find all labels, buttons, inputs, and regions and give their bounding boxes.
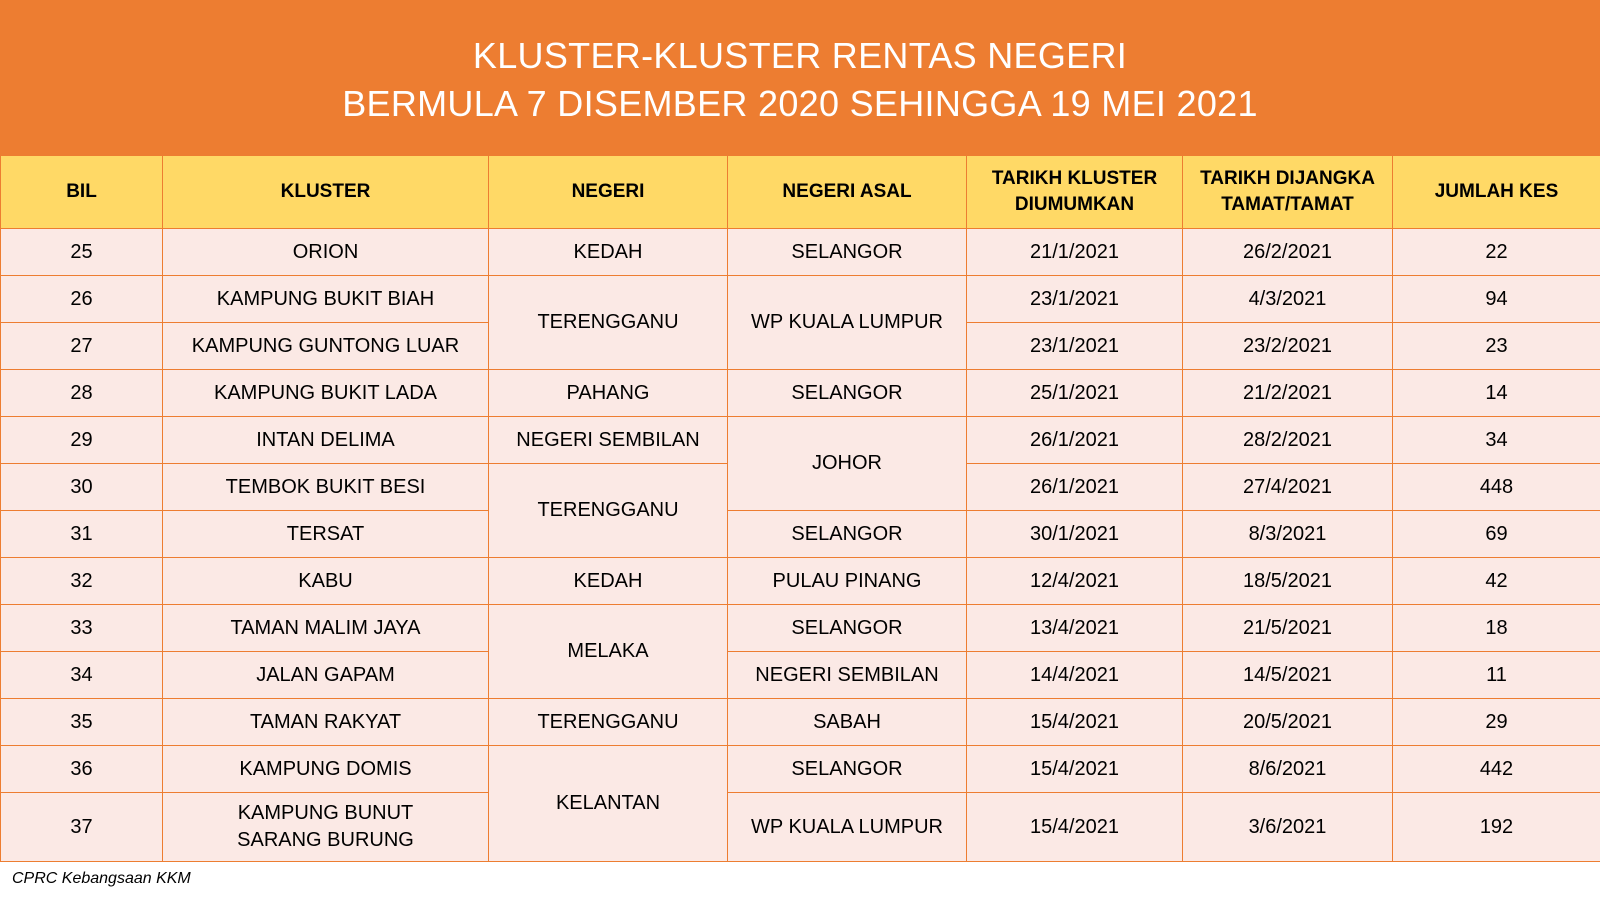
cell-bil: 26 (1, 276, 163, 323)
cell-bil: 31 (1, 511, 163, 558)
cell-kluster: KAMPUNG BUKIT BIAH (163, 276, 489, 323)
cell-jumlah-kes: 18 (1393, 605, 1600, 652)
col-header-negeri: NEGERI (489, 156, 728, 229)
col-header-kluster: KLUSTER (163, 156, 489, 229)
table-row (1, 605, 1600, 652)
cell-kluster: INTAN DELIMA (163, 417, 489, 464)
table-row (1, 652, 1600, 699)
table-header-row (1, 156, 1600, 229)
table-row (1, 746, 1600, 793)
cell-jumlah-kes: 29 (1393, 699, 1600, 746)
table-row (1, 229, 1600, 276)
cell-kluster-line-2: SARANG BURUNG (237, 829, 414, 851)
cell-jumlah-kes: 448 (1393, 464, 1600, 511)
cell-bil: 27 (1, 323, 163, 370)
cell-bil: 35 (1, 699, 163, 746)
cell-jumlah-kes: 14 (1393, 370, 1600, 417)
cell-bil: 28 (1, 370, 163, 417)
cell-negeri-asal: WP KUALA LUMPUR (728, 793, 967, 862)
cell-tarikh-diumumkan: 21/1/2021 (967, 229, 1183, 276)
cell-negeri-asal: SELANGOR (728, 370, 967, 417)
cell-jumlah-kes: 34 (1393, 417, 1600, 464)
table-row (1, 699, 1600, 746)
table-row (1, 417, 1600, 464)
cell-tarikh-diumumkan: 23/1/2021 (967, 276, 1183, 323)
cell-bil: 25 (1, 229, 163, 276)
cell-bil: 32 (1, 558, 163, 605)
cell-tarikh-diumumkan: 23/1/2021 (967, 323, 1183, 370)
cell-kluster: TAMAN MALIM JAYA (163, 605, 489, 652)
cell-negeri-asal: PULAU PINANG (728, 558, 967, 605)
cell-jumlah-kes: 23 (1393, 323, 1600, 370)
cell-negeri: MELAKA (489, 605, 728, 699)
cell-tarikh-tamat: 26/2/2021 (1183, 229, 1393, 276)
col-header-tarikh-tamat: TARIKH DIJANGKA TAMAT/TAMAT (1183, 156, 1393, 229)
cell-negeri: TERENGGANU (489, 699, 728, 746)
table-row (1, 370, 1600, 417)
cell-bil: 34 (1, 652, 163, 699)
cell-kluster: KAMPUNG GUNTONG LUAR (163, 323, 489, 370)
cell-negeri-asal: WP KUALA LUMPUR (728, 276, 967, 370)
cell-kluster: ORION (163, 229, 489, 276)
cell-tarikh-tamat: 18/5/2021 (1183, 558, 1393, 605)
cell-kluster (163, 793, 489, 862)
cell-bil: 30 (1, 464, 163, 511)
cell-negeri-asal: NEGERI SEMBILAN (728, 652, 967, 699)
cell-negeri-asal: SELANGOR (728, 511, 967, 558)
cell-jumlah-kes: 11 (1393, 652, 1600, 699)
cell-negeri: TERENGGANU (489, 276, 728, 370)
cell-tarikh-diumumkan: 25/1/2021 (967, 370, 1183, 417)
source-credit: CPRC Kebangsaan KKM (12, 870, 191, 887)
cell-kluster: TERSAT (163, 511, 489, 558)
cell-negeri: NEGERI SEMBILAN (489, 417, 728, 464)
cell-jumlah-kes: 442 (1393, 746, 1600, 793)
cell-negeri: KEDAH (489, 229, 728, 276)
cell-jumlah-kes: 94 (1393, 276, 1600, 323)
col-header-tarikh-diumumkan: TARIKH KLUSTER DIUMUMKAN (967, 156, 1183, 229)
cell-jumlah-kes: 42 (1393, 558, 1600, 605)
cell-kluster: TEMBOK BUKIT BESI (163, 464, 489, 511)
cell-kluster: JALAN GAPAM (163, 652, 489, 699)
cell-tarikh-diumumkan: 30/1/2021 (967, 511, 1183, 558)
cell-negeri: PAHANG (489, 370, 728, 417)
col-header-jumlah-kes: JUMLAH KES (1393, 156, 1600, 229)
cluster-table (0, 155, 1600, 862)
title-line-2: BERMULA 7 DISEMBER 2020 SEHINGGA 19 MEI 2021 (342, 82, 1258, 124)
table-row (1, 276, 1600, 323)
cell-jumlah-kes: 192 (1393, 793, 1600, 862)
cell-jumlah-kes: 22 (1393, 229, 1600, 276)
cell-bil: 29 (1, 417, 163, 464)
cell-jumlah-kes: 69 (1393, 511, 1600, 558)
cell-kluster: KAMPUNG BUKIT LADA (163, 370, 489, 417)
cell-kluster: KABU (163, 558, 489, 605)
cell-tarikh-diumumkan: 12/4/2021 (967, 558, 1183, 605)
cell-tarikh-diumumkan: 15/4/2021 (967, 699, 1183, 746)
cell-tarikh-tamat: 21/5/2021 (1183, 605, 1393, 652)
cell-tarikh-tamat: 4/3/2021 (1183, 276, 1393, 323)
cell-kluster-line-1: KAMPUNG BUNUT (237, 802, 414, 824)
col-header-bil: BIL (1, 156, 163, 229)
cell-tarikh-tamat: 23/2/2021 (1183, 323, 1393, 370)
cell-negeri-asal: SELANGOR (728, 746, 967, 793)
cell-tarikh-tamat: 28/2/2021 (1183, 417, 1393, 464)
title-line-1: KLUSTER-KLUSTER RENTAS NEGERI (472, 34, 1128, 76)
col-header-negeri-asal: NEGERI ASAL (728, 156, 967, 229)
cell-tarikh-tamat: 20/5/2021 (1183, 699, 1393, 746)
cell-tarikh-diumumkan: 15/4/2021 (967, 793, 1183, 862)
cell-tarikh-tamat: 21/2/2021 (1183, 370, 1393, 417)
cell-tarikh-tamat: 8/6/2021 (1183, 746, 1393, 793)
title-banner (0, 0, 1600, 155)
table-row (1, 511, 1600, 558)
cell-tarikh-tamat: 27/4/2021 (1183, 464, 1393, 511)
cell-tarikh-tamat: 14/5/2021 (1183, 652, 1393, 699)
cell-tarikh-diumumkan: 14/4/2021 (967, 652, 1183, 699)
cell-tarikh-tamat: 8/3/2021 (1183, 511, 1393, 558)
cell-kluster: KAMPUNG DOMIS (163, 746, 489, 793)
cell-tarikh-diumumkan: 26/1/2021 (967, 464, 1183, 511)
cell-negeri: KEDAH (489, 558, 728, 605)
cell-negeri: KELANTAN (489, 746, 728, 862)
cell-tarikh-diumumkan: 13/4/2021 (967, 605, 1183, 652)
cell-negeri-asal: JOHOR (728, 417, 967, 511)
cell-bil: 36 (1, 746, 163, 793)
cell-negeri-asal: SELANGOR (728, 229, 967, 276)
cell-negeri-asal: SABAH (728, 699, 967, 746)
cell-tarikh-tamat: 3/6/2021 (1183, 793, 1393, 862)
table-row (1, 793, 1600, 862)
cell-tarikh-diumumkan: 26/1/2021 (967, 417, 1183, 464)
cell-bil: 33 (1, 605, 163, 652)
cell-negeri: TERENGGANU (489, 464, 728, 558)
cell-bil: 37 (1, 793, 163, 862)
table-row (1, 558, 1600, 605)
cell-negeri-asal: SELANGOR (728, 605, 967, 652)
cell-kluster: TAMAN RAKYAT (163, 699, 489, 746)
cell-tarikh-diumumkan: 15/4/2021 (967, 746, 1183, 793)
